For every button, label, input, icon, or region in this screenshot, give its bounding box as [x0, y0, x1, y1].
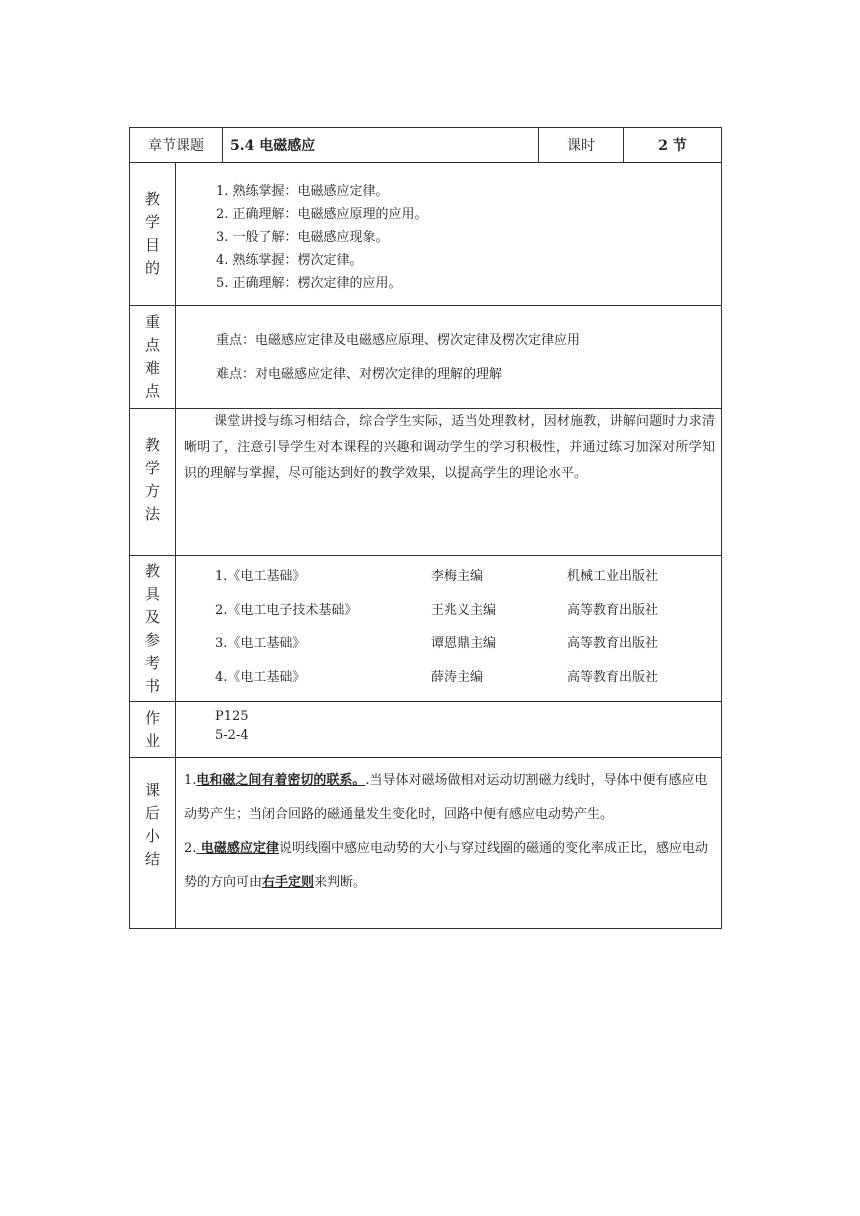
hours-label: 课时 — [539, 128, 624, 162]
key-points-label: 重 点 难 点 — [130, 306, 176, 408]
homework-label: 作 业 — [130, 702, 176, 757]
hours-value: 2 节 — [658, 138, 687, 154]
header-row — [130, 128, 721, 162]
summary-emphasis: 电磁感应定律 — [196, 841, 279, 856]
reference-book — [215, 599, 715, 619]
goals-label: 教 学 目 的 — [130, 163, 176, 305]
chapter-label: 章节课题 — [130, 128, 223, 162]
book-author: 王兆义主编 — [431, 603, 497, 618]
book-title: 1.《电工基础》 — [215, 569, 306, 584]
book-author: 李梅主编 — [431, 569, 484, 584]
book-title: 2.《电工电子技术基础》 — [215, 603, 358, 618]
book-author: 谭恩鼎主编 — [431, 636, 497, 651]
summary-emphasis: 右手定则 — [262, 875, 315, 890]
chapter-title: 5.4 电磁感应 — [223, 128, 539, 162]
goal-item: 5. 正确理解：楞次定律的应用。 — [216, 276, 402, 291]
reference-book — [215, 565, 715, 585]
references-label: 教 具 及 参 考 书 — [130, 556, 176, 701]
summary-paragraph-1: 1.电和磁之间有着密切的联系。.当导体对磁场做相对运动切割磁力线时，导体中便有感应电动势产生；当闭合回路的磁通量发生变化时，回路中便有感应电动势产生。 — [184, 773, 708, 822]
homework-row — [130, 701, 721, 757]
method-content — [176, 409, 721, 555]
key-points-row — [130, 305, 721, 408]
homework-page: P125 — [215, 709, 249, 724]
summary-label: 课 后 小 结 — [130, 758, 176, 928]
goals-row — [130, 162, 721, 305]
method-row — [130, 408, 721, 555]
goals-content — [176, 163, 721, 305]
key-points-content — [176, 306, 721, 408]
key-point-text: 重点：电磁感应定律及电磁感应原理、楞次定律及楞次定律应用 — [216, 333, 581, 348]
book-publisher: 高等教育出版社 — [567, 603, 659, 618]
goal-item: 2. 正确理解：电磁感应原理的应用。 — [216, 207, 428, 222]
lesson-plan-table — [129, 127, 722, 929]
summary-row — [130, 757, 721, 928]
difficult-point-text: 难点：对电磁感应定律、对楞次定律的理解的理解 — [216, 367, 503, 382]
method-label: 教 学 方 法 — [130, 409, 176, 555]
book-publisher: 高等教育出版社 — [567, 670, 659, 685]
reference-book — [215, 632, 715, 652]
references-content — [176, 556, 721, 701]
homework-content — [176, 702, 721, 757]
method-text: 课堂讲授与练习相结合，综合学生实际，适当处理教材，因材施教，讲解问题时力求清晰明了，注意引导学生对本课程的兴趣和调动学生的学习积极性，并通过练习加深对所学知识的理解与掌握，尽可能达到好的教学效果，以提高学生的理论水平。 — [184, 414, 715, 481]
homework-exercise: 5-2-4 — [215, 728, 249, 743]
goal-item: 1. 熟练掌握：电磁感应定律。 — [216, 184, 389, 199]
references-row — [130, 555, 721, 701]
book-publisher: 机械工业出版社 — [567, 569, 659, 584]
book-title: 3.《电工基础》 — [215, 636, 306, 651]
summary-paragraph-2: 2. 电磁感应定律说明线圈中感应电动势的大小与穿过线圈的磁通的变化率成正比，感应电动势的方向可由右手定则来判断。 — [184, 841, 708, 890]
reference-book — [215, 666, 715, 686]
book-author: 薛涛主编 — [431, 670, 484, 685]
goal-item: 4. 熟练掌握：楞次定律。 — [216, 253, 363, 268]
summary-emphasis: 电和磁之间有着密切的联系。 — [196, 773, 366, 788]
goal-item: 3. 一般了解：电磁感应现象。 — [216, 230, 389, 245]
book-publisher: 高等教育出版社 — [567, 636, 659, 651]
summary-content — [176, 758, 721, 928]
book-title: 4.《电工基础》 — [215, 670, 306, 685]
